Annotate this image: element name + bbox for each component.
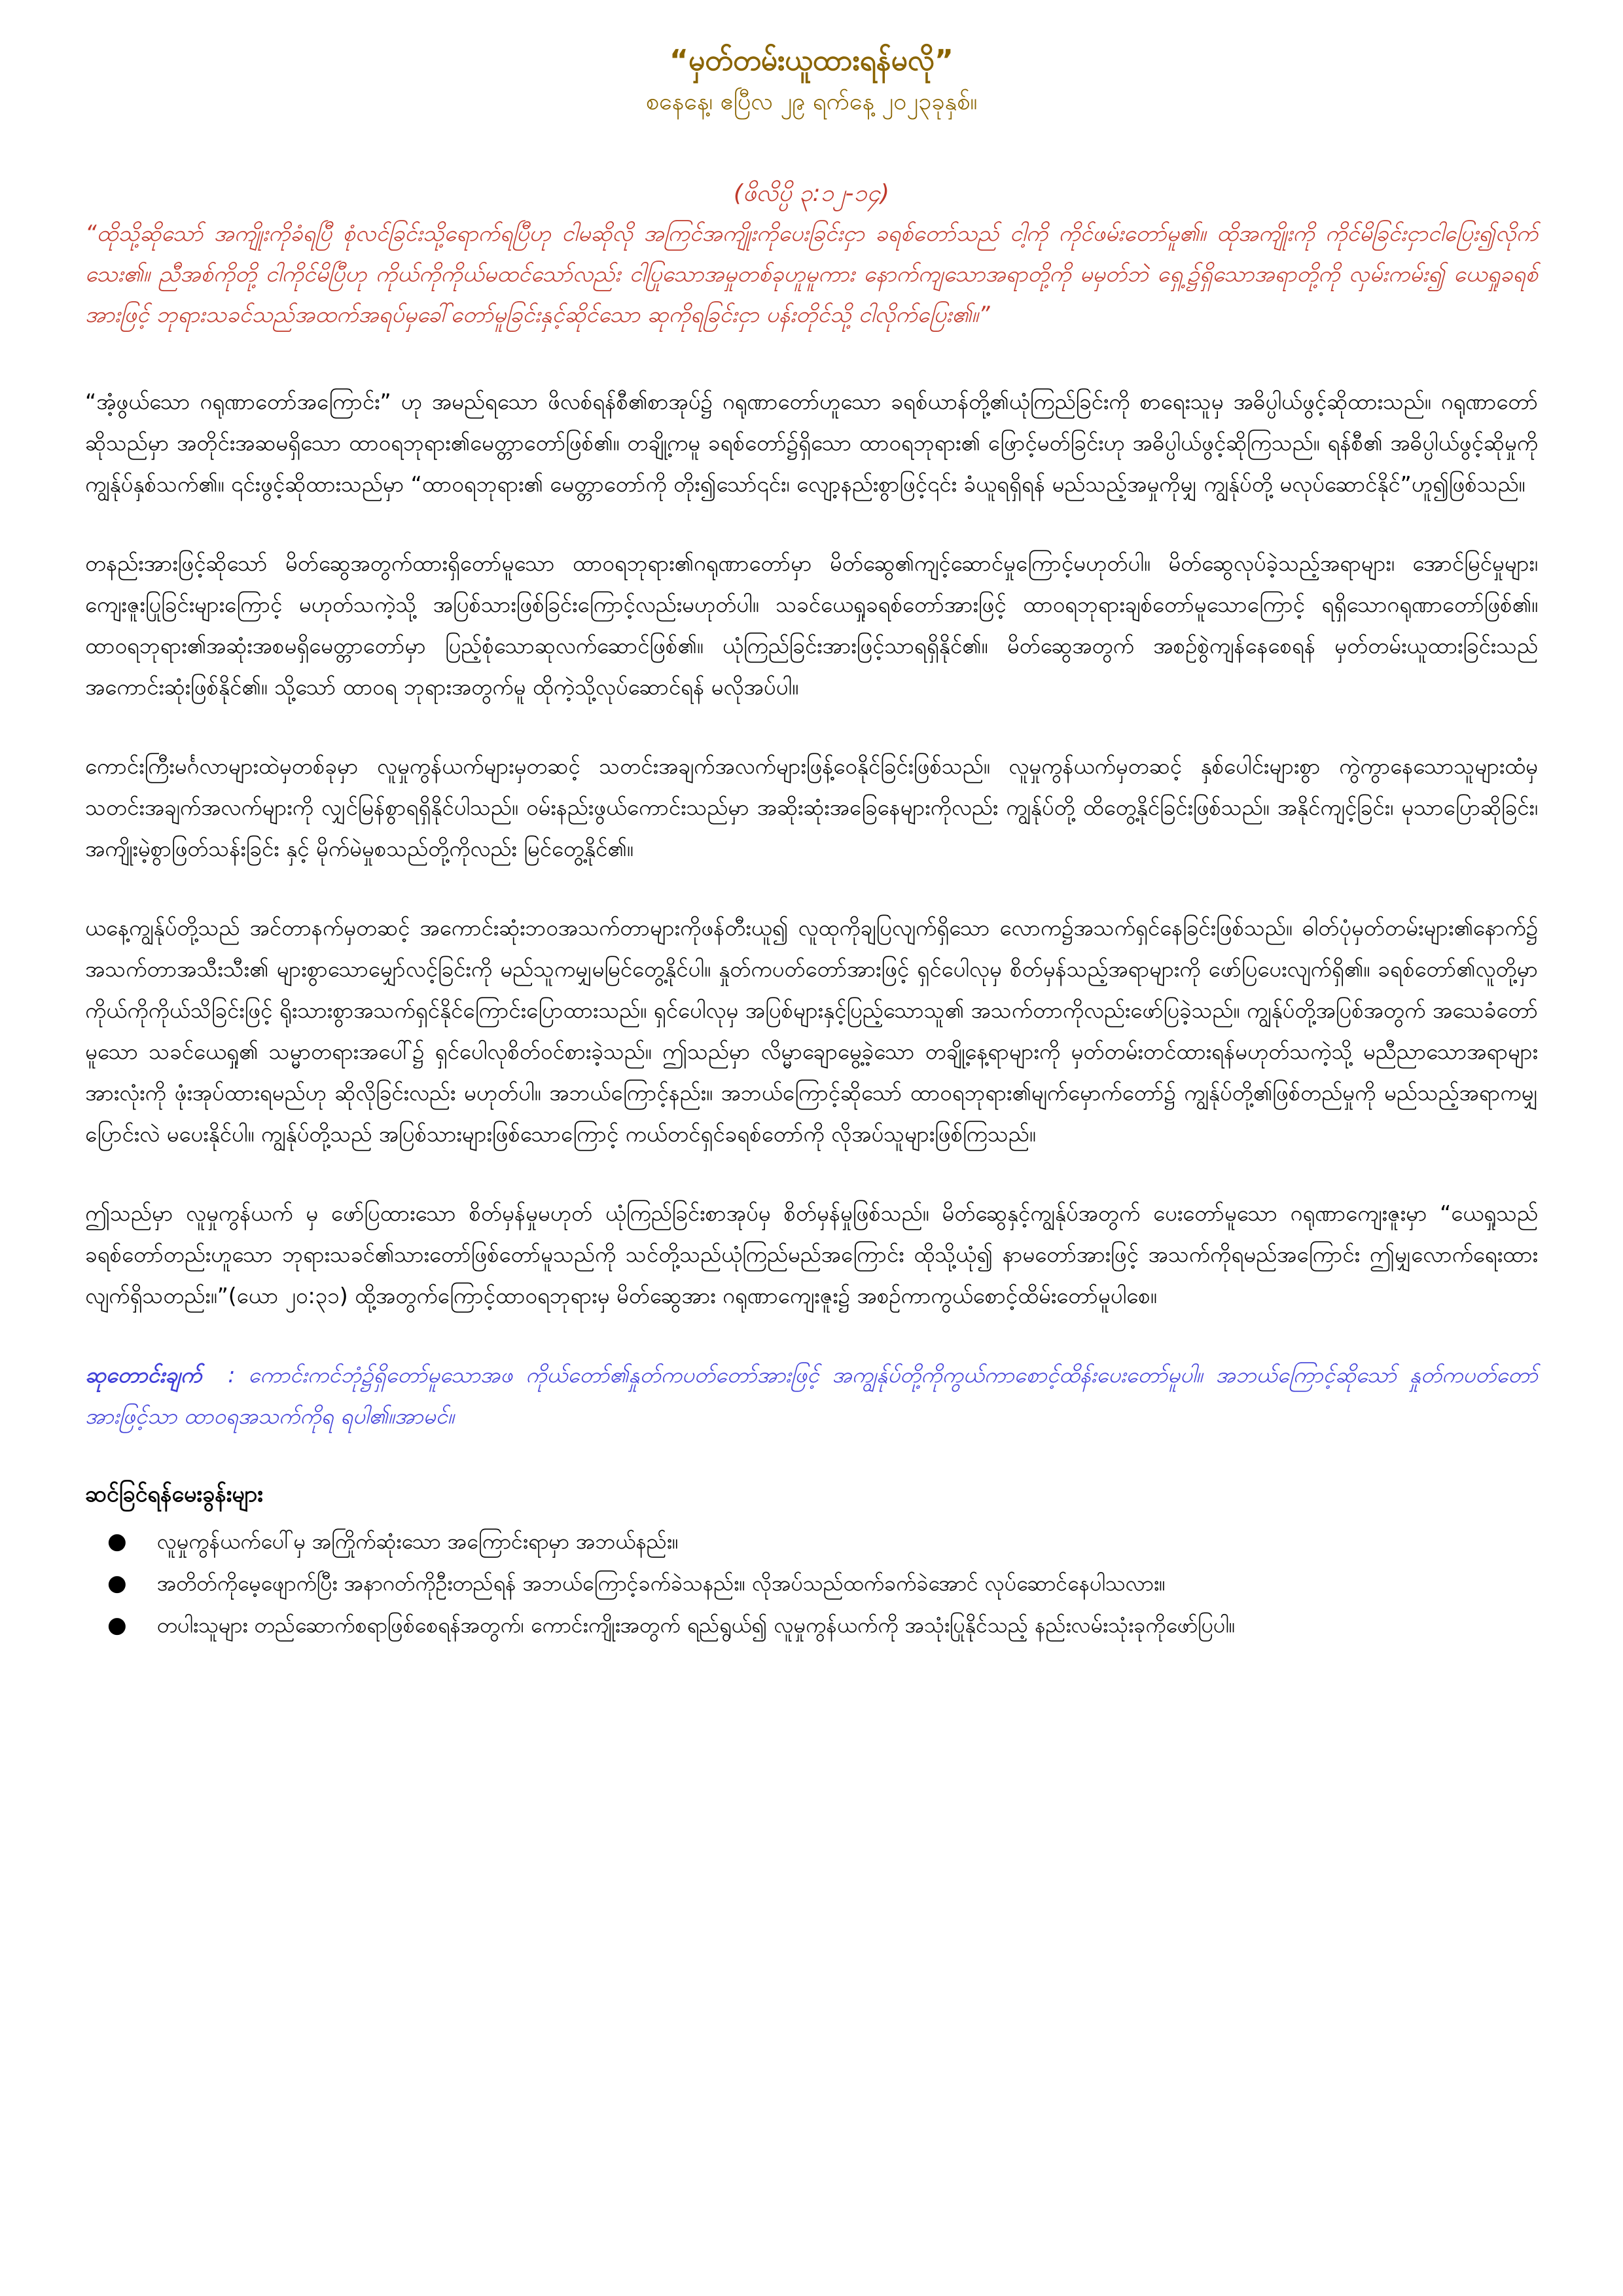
question-text: လူမှုကွန်ယက်ပေါ်မှ အကြိုက်ဆုံးသော အကြောင်းရာမှာ အဘယ်နည်း။	[157, 1529, 679, 1554]
list-item	[107, 1604, 1538, 1646]
question-text: တပါးသူများ တည်ဆောက်စရာဖြစ်စေရန်အတွက်၊ ကောင်းကျိုးအတွက် ရည်ရွယ်၍ လူမှုကွန်ယက်ကို အသုံးပြုနိုင်သည့် နည်းလမ်းသုံးခုကိုဖော်ပြပါ။	[157, 1613, 1236, 1638]
bullet-icon: ●	[107, 1612, 127, 1638]
prayer-text: ကောင်းကင်ဘုံ၌ရှိတော်မူသောအဖ ကိုယ်တော်၏နှုတ်ကပတ်တော်အားဖြင့် အကျွန်ုပ်တို့ကိုကွယ်ကာစောင့်ထိန်းပေးတော်မူပါ။ အဘယ်ကြောင့်ဆိုသော် နှုတ်ကပတ်တော်အားဖြင့်သာ ထာဝရအသက်ကိုရ ရပါ၏။အာမင်။	[85, 1362, 1538, 1429]
prayer-label: ဆုတောင်းချက်	[85, 1362, 202, 1388]
list-item	[107, 1562, 1538, 1604]
questions-list	[85, 1520, 1538, 1646]
scripture-section	[85, 174, 1538, 335]
reflection-questions	[85, 1475, 1538, 1646]
body-paragraph: တနည်းအားဖြင့်ဆိုသော် မိတ်ဆွေအတွက်ထားရှိတော်မူသော ထာဝရဘုရား၏ဂရုဏာတော်မှာ မိတ်ဆွေ၏ကျင့်ဆောင်မှုကြောင့်မဟုတ်ပါ။ မိတ်ဆွေလုပ်ခဲ့သည့်အရာများ၊ အောင်မြင်မှုများ၊ ကျေးဇူးပြုခြင်းများကြောင့် မဟုတ်သကဲ့သို့ အပြစ်သားဖြစ်ခြင်းကြောင့်လည်းမဟုတ်ပါ။ သခင်ယေရှုခရစ်တော်အားဖြင့် ထာဝရဘုရားချစ်တော်မူသောကြောင့် ရရှိသောဂရုဏာတော်ဖြစ်၏။ ထာဝရဘုရား၏အဆုံးအစမရှိမေတ္တာတော်မှာ ပြည့်စုံသောဆုလက်ဆောင်ဖြစ်၏။ ယုံကြည်ခြင်းအားဖြင့်သာရရှိနိုင်၏။ မိတ်ဆွေအတွက် အစဉ်စွဲကျန်နေစေရန် မှတ်တမ်းယူထားခြင်းသည် အကောင်းဆုံးဖြစ်နိုင်၏။ သို့သော် ထာဝရ ဘုရားအတွက်မူ ထိုကဲ့သို့လုပ်ဆောင်ရန် မလိုအပ်ပါ။	[85, 550, 1538, 700]
devotional-page	[85, 39, 1538, 1646]
body-paragraph: ယနေ့ကျွန်ုပ်တို့သည် အင်တာနက်မှတဆင့် အကောင်းဆုံးဘဝအသက်တာများကိုဖန်တီးယူ၍ လူထုကိုချပြလျက်ရှိသော လောက၌အသက်ရှင်နေခြင်းဖြစ်သည်။ ဓါတ်ပုံမှတ်တမ်းများ၏နောက်၌ အသက်တာအသီးသီး၏ များစွာသောမျှော်လင့်ခြင်းကို မည်သူကမျှမမြင်တွေ့နိုင်ပါ။ နှုတ်ကပတ်တော်အားဖြင့် ရှင်ပေါလုမှ စိတ်မှန်သည့်အရာများကို ဖော်ပြပေးလျက်ရှိ၏။ ခရစ်တော်၏လူတို့မှာ ကိုယ်ကိုကိုယ်သိခြင်းဖြင့် ရိုးသားစွာအသက်ရှင်နိုင်ကြောင်းပြောထားသည်။ ရှင်ပေါလုမှ အပြစ်များနှင့်ပြည့်သောသူ၏ အသက်တာကိုလည်းဖော်ပြခဲ့သည်။ ကျွန်ုပ်တို့အပြစ်အတွက် အသေခံတော်မူသော သခင်ယေရှု၏ သမ္မာတရားအပေါ်၌ ရှင်ပေါလုစိတ်ဝင်စားခဲ့သည်။ ဤသည်မှာ လိမ္မာချောမွေ့ခဲ့သော တချို့နေ့ရာများကို မှတ်တမ်းတင်ထားရန်မဟုတ်သကဲ့သို့ မညီညာသောအရာများအားလုံးကို ဖုံးအုပ်ထားရမည်ဟု ဆိုလိုခြင်းလည်း မဟုတ်ပါ။ အဘယ်ကြောင့်နည်း။ အဘယ်ကြောင့်ဆိုသော် ထာဝရဘုရား၏မျက်မှောက်တော်၌ ကျွန်ုပ်တို့၏ဖြစ်တည်မှုကို မည်သည့်အရာကမျှပြောင်းလဲ မပေးနိုင်ပါ။ ကျွန်ုပ်တို့သည် အပြစ်သားများဖြစ်သောကြောင့် ကယ်တင်ရှင်ခရစ်တော်ကို လိုအပ်သူများဖြစ်ကြသည်။	[85, 915, 1538, 1147]
body-paragraph: ဤသည်မှာ လူမှုကွန်ယက် မှ ဖော်ပြထားသော စိတ်မှန်မှုမဟုတ် ယုံကြည်ခြင်းစာအုပ်မှ စိတ်မှန်မှုဖြစ်သည်။ မိတ်ဆွေနှင့်ကျွန်ုပ်အတွက် ပေးတော်မူသော ဂရုဏာကျေးဇူးမှာ “ယေရှုသည် ခရစ်တော်တည်းဟူသော ဘုရားသခင်၏သားတော်ဖြစ်တော်မူသည်ကို သင်တို့သည်ယုံကြည်မည်အကြောင်း ထိုသို့ယုံ၍ နာမတော်အားဖြင့် အသက်ကိုရမည်အကြောင်း ဤမျှလောက်ရေးထားလျက်ရှိသတည်း။”(ယော ၂၀:၃၁) ထို့အတွက်ကြောင့်ထာဝရဘုရားမှ မိတ်ဆွေအား ဂရုဏာကျေးဇူး၌ အစဉ်ကာကွယ်စောင့်ထိမ်းတော်မူပါစေ။	[85, 1200, 1538, 1308]
verse-text: “ထိုသို့ဆိုသော် အကျိုးကိုခံရပြီ စုံလင်ခြင်းသို့ရောက်ရပြီဟု ငါမဆိုလို အကြင်အကျိုးကိုပေးခြင်းငှာ ခရစ်တော်သည် ငါ့ကို ကိုင်ဖမ်းတော်မူ၏။ ထိုအကျိုးကို ကိုင်မိခြင်းငှာငါပြေး၍လိုက်သေး၏။ ညီအစ်ကိုတို့ ငါကိုင်မိပြီဟု ကိုယ်ကိုကိုယ်မထင်သော်လည်း ငါပြုသောအမှုတစ်ခုဟူမူကား နောက်ကျသောအရာတို့ကို မမှတ်ဘဲ ရှေ့၌ရှိသောအရာတို့ကို လှမ်းကမ်း၍ ယေရှုခရစ်အားဖြင့် ဘုရားသခင်သည်အထက်အရပ်မှခေါ်တော်မူခြင်းနှင့်ဆိုင်သော ဆုကိုရခြင်းငှာ ပန်းတိုင်သို့ ငါလိုက်ပြေး၏။”	[85, 221, 1538, 328]
body-paragraph: ကောင်းကြီးမင်္ဂလာများထဲမှတစ်ခုမှာ လူမှုကွန်ယက်များမှတဆင့် သတင်းအချက်အလက်များဖြန့်ဝေနိုင်ခြင်းဖြစ်သည်။ လူမှုကွန်ယက်မှတဆင့် နှစ်ပေါင်းများစွာ ကွဲကွာနေသောသူများထံမှ သတင်းအချက်အလက်များကို လျှင်မြန်စွာရရှိနိုင်ပါသည်။ ဝမ်းနည်းဖွယ်ကောင်းသည်မှာ အဆိုးဆုံးအခြေနေများကိုလည်း ကျွန်ုပ်တို့ ထိတွေ့နိုင်ခြင်းဖြစ်သည်။ အနိုင်ကျင့်ခြင်း၊ မုသာပြောဆိုခြင်း၊ အကျိုးမဲ့စွာဖြတ်သန်းခြင်း နှင့် မိုက်မဲမှုစသည်တို့ကိုလည်း မြင်တွေ့နိုင်၏။	[85, 753, 1538, 861]
questions-heading: ဆင်ခြင်ရန်မေးခွန်းများ	[85, 1481, 263, 1507]
bullet-icon: ●	[107, 1528, 127, 1554]
question-text: အတိတ်ကိုမေ့ဖျောက်ပြီး အနာဂတ်ကိုဦးတည်ရန် အဘယ်ကြောင့်ခက်ခဲသနည်း။ လိုအပ်သည်ထက်ခက်ခဲအောင် လုပ်ဆောင်နေပါသလား။	[157, 1571, 1166, 1596]
bullet-icon: ●	[107, 1570, 127, 1596]
page-date: စနေနေ့၊ ဧပြီလ ၂၉ ရက်နေ့ ၂၀၂၃ခုနှစ်။	[645, 88, 978, 115]
list-item	[107, 1520, 1538, 1562]
prayer-separator: :	[228, 1362, 236, 1388]
prayer-section	[85, 1354, 1538, 1437]
verse-reference: (ဖိလိပ္ပိ ၃:၁၂-၁၄)	[733, 180, 890, 207]
page-title: “မှတ်တမ်းယူထားရန်မလို”	[669, 44, 954, 77]
body-paragraph: “အံ့ဖွယ်သော ဂရုဏာတော်အကြောင်း” ဟု အမည်ရသော ဖိလစ်ရန်စီ၏စာအုပ်၌ ဂရုဏာတော်ဟူသော ခရစ်ယာန်တို့၏ယုံကြည်ခြင်းကို စာရေးသူမှ အဓိပ္ပါယ်ဖွင့်ဆိုထားသည်။ ဂရုဏာတော်ဆိုသည်မှာ အတိုင်းအဆမရှိသော ထာဝရဘုရား၏မေတ္တာတော်ဖြစ်၏။ တချို့ကမူ ခရစ်တော်၌ရှိသော ထာဝရဘုရား၏ ဖြောင့်မတ်ခြင်းဟု အဓိပ္ပါယ်ဖွင့်ဆိုကြသည်။ ရန်စီ၏ အဓိပ္ပါယ်ဖွင့်ဆိုမှုကို ကျွန်ုပ်နှစ်သက်၏။ ၎င်းဖွင့်ဆိုထားသည်မှာ “ထာဝရဘုရား၏ မေတ္တာတော်ကို တိုး၍သော်၎င်း၊ လျော့နည်းစွာဖြင့်၎င်း ခံယူရရှိရန် မည်သည့်အမှုကိုမျှ ကျွန်ုပ်တို့ မလုပ်ဆောင်နိုင်”ဟူ၍ဖြစ်သည်။	[85, 389, 1538, 497]
body-section	[85, 381, 1538, 1316]
